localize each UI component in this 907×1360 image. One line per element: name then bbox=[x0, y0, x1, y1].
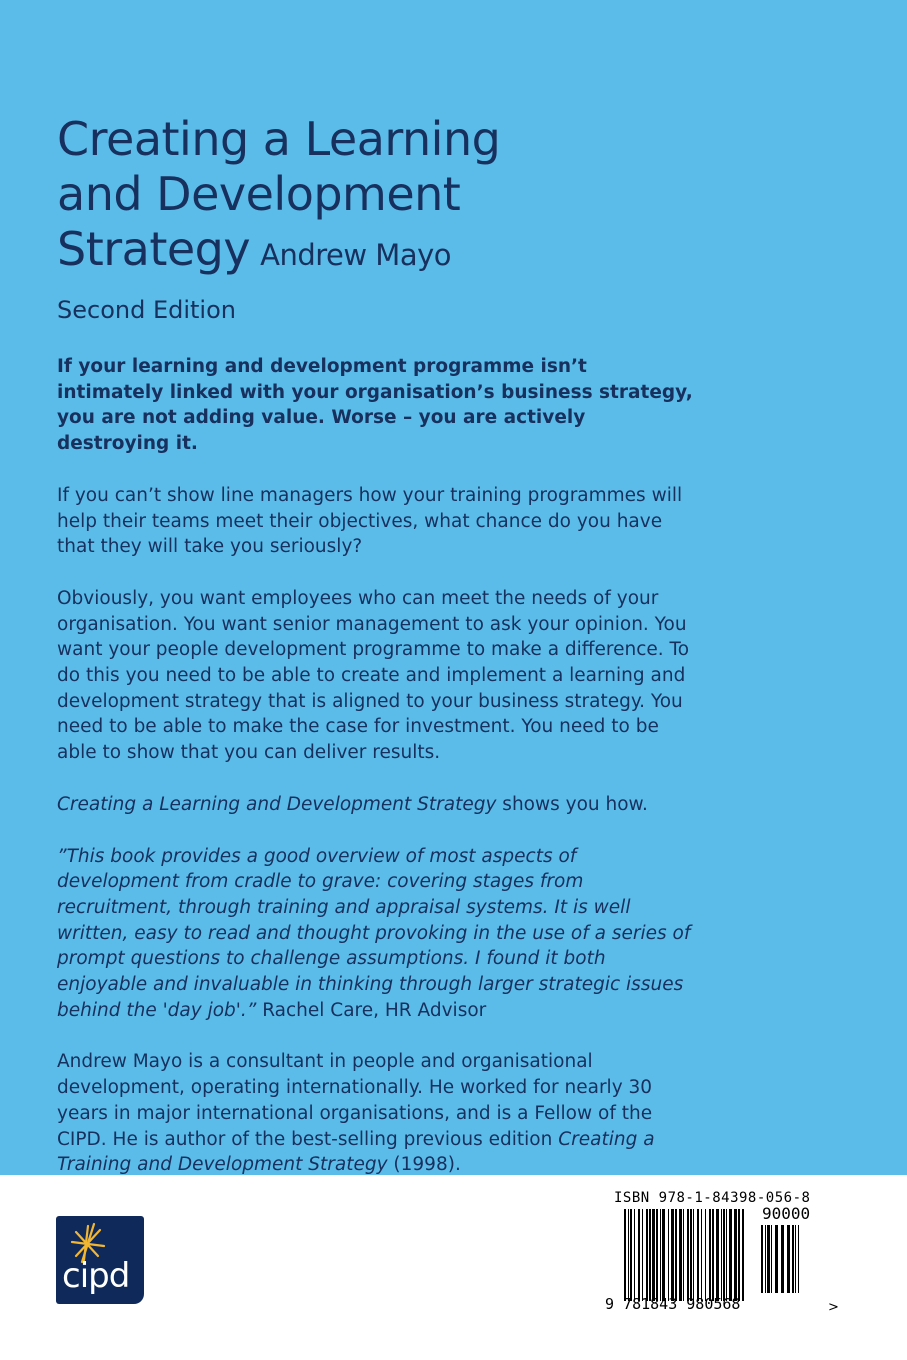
author-bio bbox=[57, 1049, 697, 1178]
title-line: Strategy bbox=[57, 222, 251, 276]
barcode-bar bbox=[709, 1209, 711, 1301]
book-title bbox=[57, 112, 500, 283]
barcode-bar bbox=[662, 1209, 665, 1301]
barcode-bar bbox=[671, 1209, 674, 1301]
barcode-bar bbox=[646, 1209, 648, 1301]
barcode-bar bbox=[716, 1209, 719, 1301]
barcode-bar bbox=[683, 1209, 684, 1301]
barcode-bar bbox=[781, 1225, 784, 1293]
barcode-bar bbox=[675, 1209, 677, 1301]
barcode-bar bbox=[660, 1209, 661, 1301]
paragraph bbox=[57, 792, 697, 818]
barcode-bar bbox=[712, 1209, 714, 1301]
bio-name: Andrew Mayo bbox=[57, 1051, 183, 1073]
barcode-bar bbox=[652, 1209, 655, 1301]
addon-number: 90000 bbox=[762, 1204, 811, 1223]
quote-attribution: Rachel Care, HR Advisor bbox=[256, 999, 487, 1021]
barcode-bar bbox=[775, 1225, 778, 1293]
barcode bbox=[622, 1209, 822, 1301]
barcode-bar bbox=[697, 1209, 699, 1301]
barcode-bar bbox=[761, 1225, 763, 1293]
barcode-bar bbox=[701, 1209, 702, 1301]
title-line: Creating a Learning bbox=[57, 112, 501, 166]
quote-text: ”This book provides a good overview of most aspects of development from cradle to grave: covering stages from recruitment, through training and appraisal systems. It is well written, easy to read and thought provoking in the use of a series of prompt questions to challenge assumptions. I found it both enjoyable and invaluable in thinking through larger strategic issues behind the 'day job'.” bbox=[57, 845, 691, 1021]
barcode-bar bbox=[787, 1225, 790, 1293]
cipd-logo bbox=[56, 1216, 144, 1304]
text: shows you how. bbox=[496, 793, 648, 815]
barcode-bar bbox=[765, 1225, 766, 1293]
barcode-bar bbox=[792, 1225, 794, 1293]
author-name: Andrew Mayo bbox=[260, 238, 451, 272]
logo-text: cipd bbox=[62, 1256, 130, 1296]
barcode-bar bbox=[723, 1209, 725, 1301]
paragraph: Obviously, you want employees who can meet the needs of your organisation. You want senior management to ask your opinion. You want your people development programme to make a difference. To do this you need to be able to create and implement a learning and development strategy that is aligned to your business strategy. You need to be able to make the case for investment. You need to be able to show that you can deliver results. bbox=[57, 587, 690, 764]
barcode-bar bbox=[630, 1209, 632, 1301]
barcode-bar bbox=[726, 1209, 727, 1301]
barcode-bar bbox=[705, 1209, 706, 1301]
barcode-bar bbox=[742, 1209, 744, 1301]
barcode-bar bbox=[795, 1225, 796, 1293]
title-line: and Development bbox=[57, 167, 461, 221]
barcode-bar bbox=[738, 1209, 740, 1301]
barcode-bar bbox=[690, 1209, 692, 1301]
paragraph: If you can’t show line managers how your training programmes will help their teams meet their objectives, what chance do you have that they will take you seriously? bbox=[57, 484, 683, 558]
lead-paragraph: If your learning and development programme isn’t intimately linked with your organisation’s business strategy, you are not adding value. Worse – you are actively destroying it. bbox=[57, 356, 693, 455]
book-title-ref: Creating a Learning and Development Strategy bbox=[57, 793, 497, 815]
barcode-bar bbox=[628, 1209, 629, 1301]
bio-text: is a consultant in people and organisational development, operating internationally. He worked for nearly 30 years in major international organisations, and is a Fellow of the CIPD. He is author of the best-selling previous edition bbox=[57, 1051, 653, 1150]
barcode-bar bbox=[729, 1209, 732, 1301]
barcode-bar bbox=[624, 1209, 626, 1301]
quiet-zone-marker: > bbox=[828, 1300, 839, 1315]
barcode-bar bbox=[767, 1225, 770, 1293]
barcode-bar bbox=[634, 1209, 635, 1301]
edition: Second Edition bbox=[57, 296, 236, 324]
blurb bbox=[57, 354, 697, 1204]
barcode-bar bbox=[798, 1225, 799, 1293]
barcode-bar bbox=[642, 1209, 643, 1301]
review-quote bbox=[57, 844, 697, 1024]
barcode-bar bbox=[693, 1209, 694, 1301]
barcode-bar bbox=[638, 1209, 640, 1301]
previous-book-title: Creating a Training and Development Strategy bbox=[57, 1128, 655, 1176]
barcode-bar bbox=[734, 1209, 737, 1301]
ean-number: 9 781843 980568 bbox=[605, 1295, 741, 1313]
barcode-bar bbox=[687, 1209, 689, 1301]
barcode-bar bbox=[649, 1209, 651, 1301]
barcode-bar bbox=[656, 1209, 658, 1301]
barcode-bar bbox=[668, 1209, 669, 1301]
barcode-bar bbox=[771, 1225, 772, 1293]
isbn: ISBN 978-1-84398-056-8 bbox=[614, 1190, 811, 1206]
barcode-bar bbox=[721, 1209, 722, 1301]
barcode-bar bbox=[679, 1209, 682, 1301]
bio-year: (1998). bbox=[387, 1154, 461, 1176]
